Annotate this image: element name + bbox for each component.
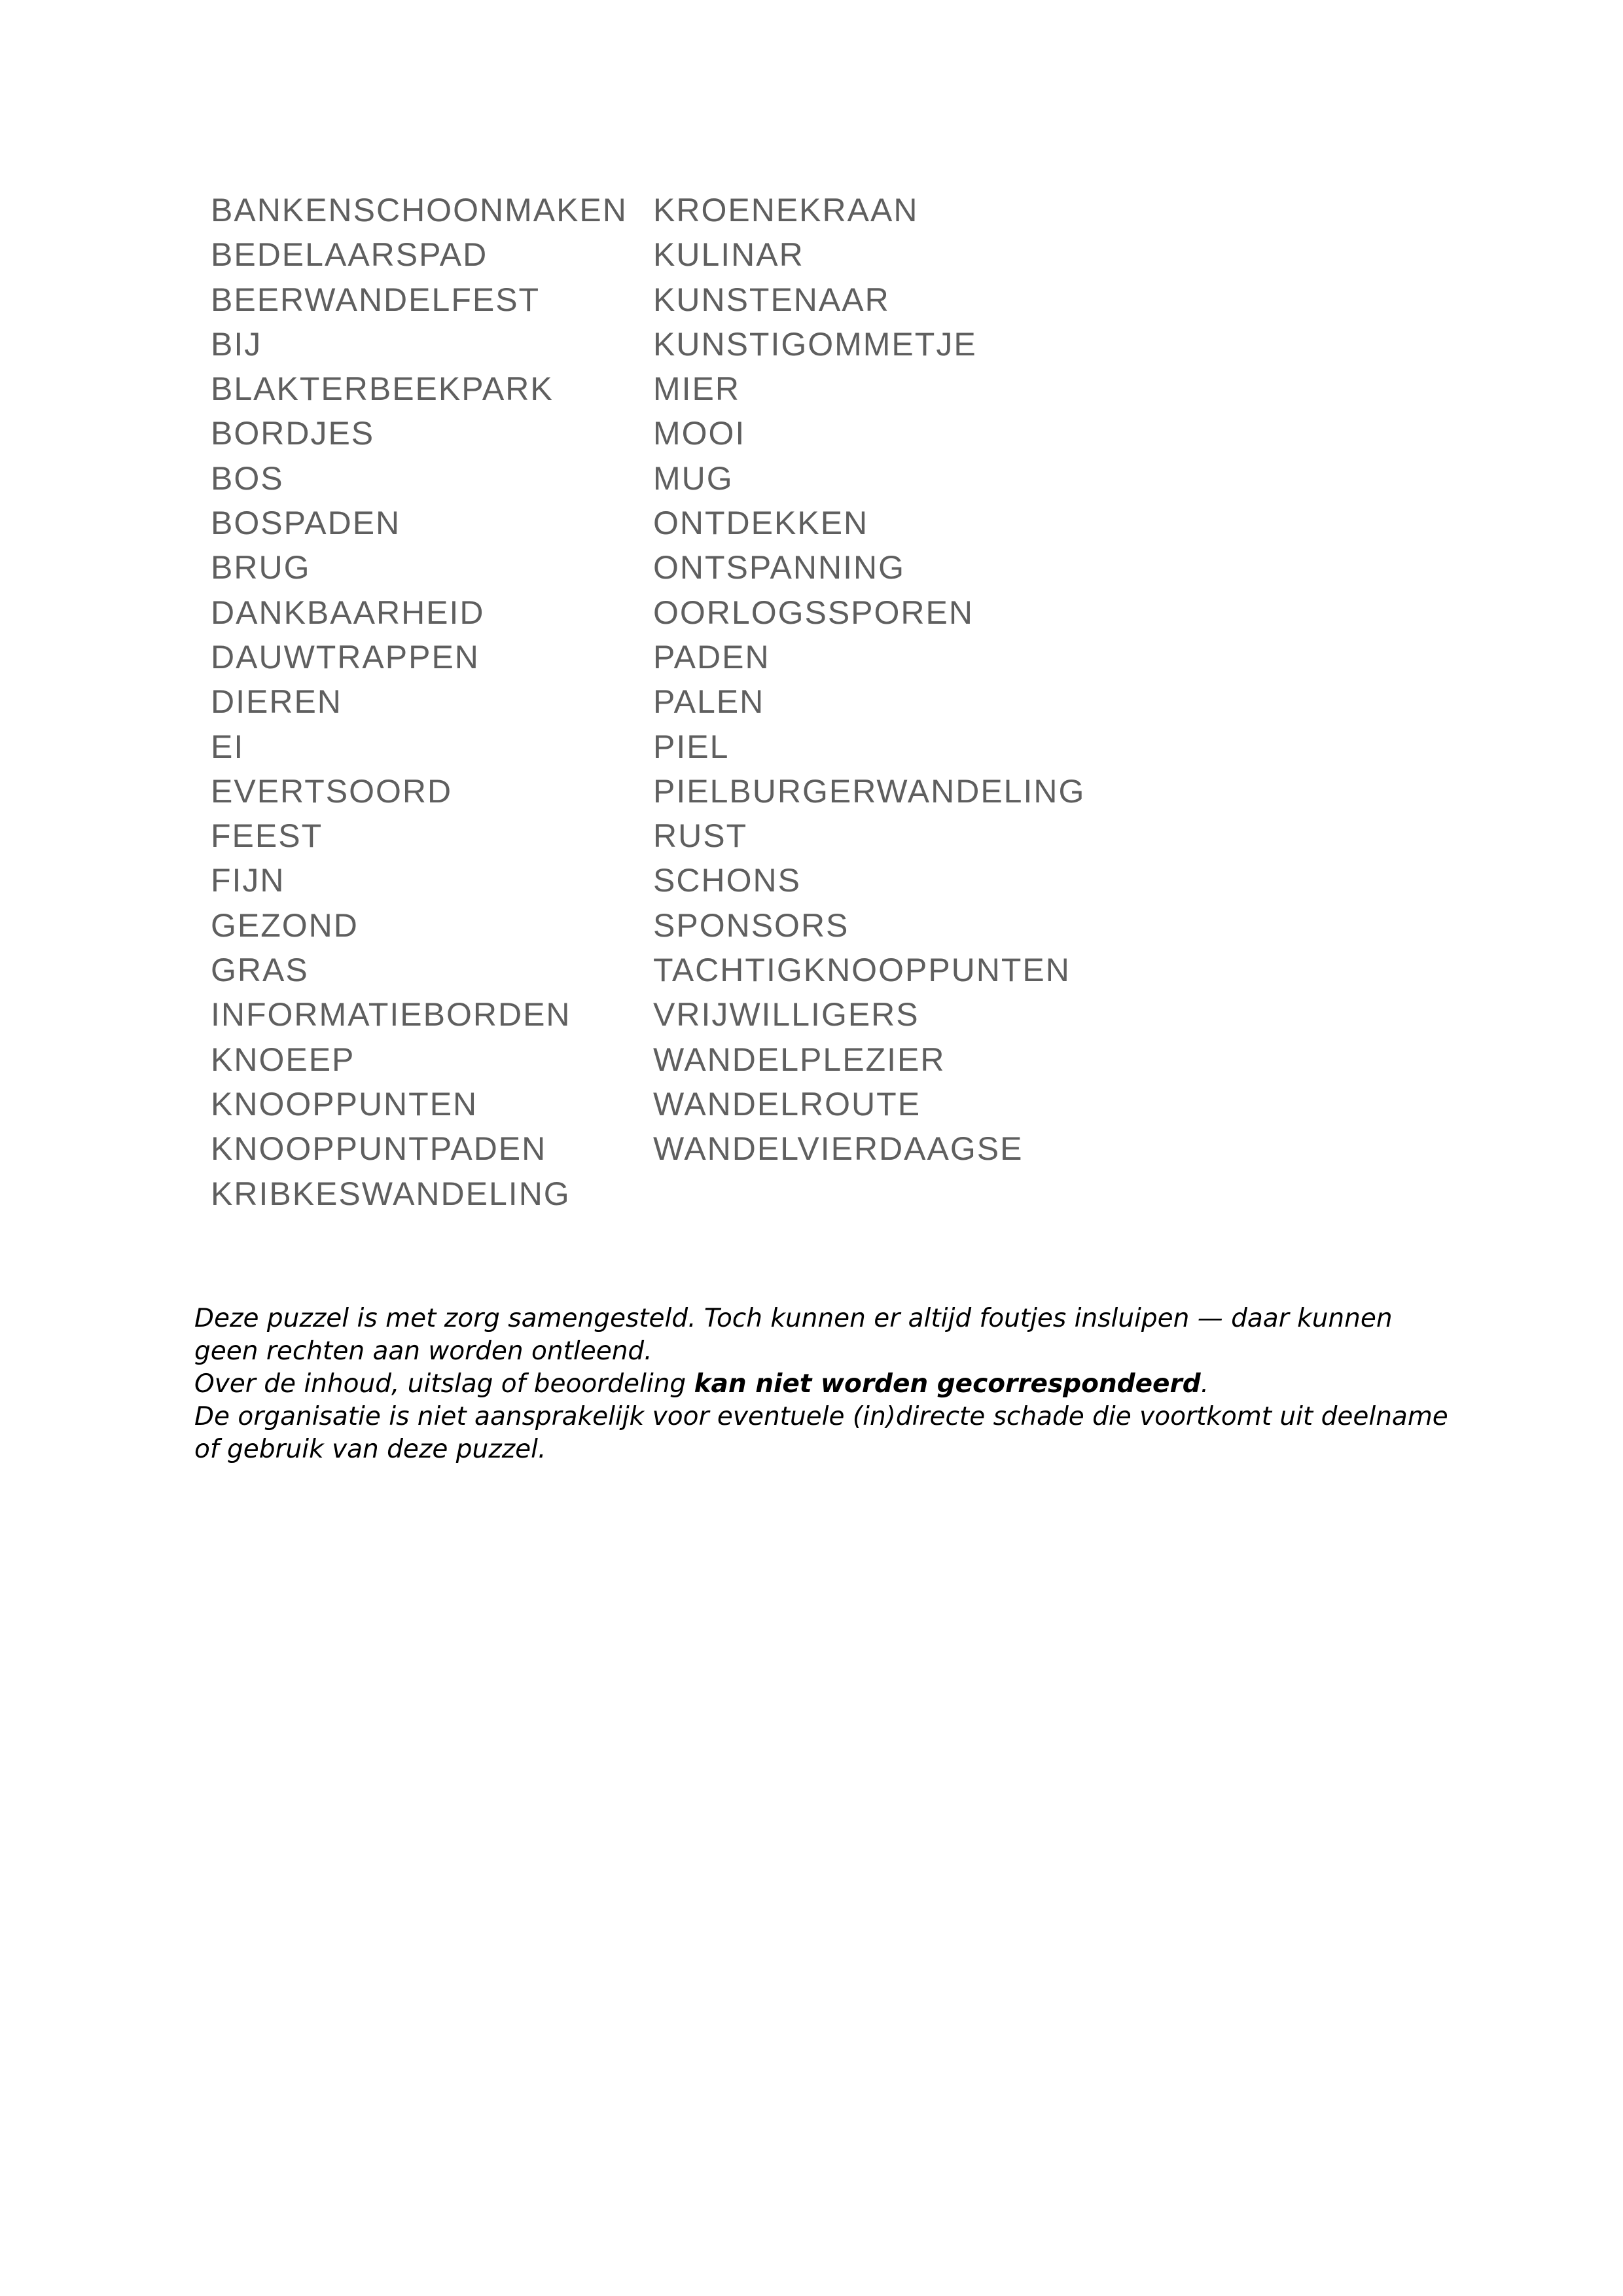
word-item: BRUG [211, 549, 311, 586]
word-item: INFORMATIEBORDEN [211, 996, 571, 1033]
disclaimer-line-1: Deze puzzel is met zorg samengesteld. Toch kunnen er altijd foutjes insluipen — daar kunnen geen rechten aan worden ontleend. [194, 1304, 1393, 1366]
word-item: KRIBKESWANDELING [211, 1175, 571, 1212]
word-item: BOSPADEN [211, 505, 401, 542]
word-item: FIJN [211, 862, 285, 899]
word-item: KUNSTENAAR [653, 281, 890, 318]
word-item: PIELBURGERWANDELING [653, 772, 1086, 810]
disclaimer [194, 1302, 1457, 1466]
word-item: ONTSPANNING [653, 549, 905, 586]
word-item: WANDELPLEZIER [653, 1041, 946, 1078]
word-item: BEDELAARSPAD [211, 236, 488, 274]
word-item: RUST [653, 817, 748, 855]
word-item: GRAS [211, 952, 309, 989]
word-item: MUG [653, 459, 734, 497]
word-column-right [653, 188, 1177, 1216]
word-item: DANKBAARHEID [211, 594, 485, 631]
word-item: MIER [653, 370, 740, 408]
word-item: BEERWANDELFEST [211, 281, 541, 318]
word-item: GEZOND [211, 906, 359, 944]
word-item: KULINAR [653, 236, 804, 274]
word-item: DAUWTRAPPEN [211, 638, 480, 675]
word-item: BIJ [211, 325, 262, 363]
word-item: PALEN [653, 683, 765, 721]
word-item: BLAKTERBEEKPARK [211, 370, 554, 408]
word-item: KNOEEP [211, 1041, 355, 1078]
word-item: ONTDEKKEN [653, 505, 869, 542]
word-item: KNOOPPUNTEN [211, 1085, 478, 1122]
word-item: FEEST [211, 817, 323, 855]
word-list [211, 188, 1177, 1216]
disclaimer-line-2 [194, 1368, 1457, 1401]
word-item: DIEREN [211, 683, 342, 721]
word-item: BANKENSCHOONMAKEN [211, 192, 628, 228]
word-item: KROENEKRAAN [653, 192, 919, 228]
word-item: BORDJES [211, 415, 375, 452]
word-item: PADEN [653, 638, 770, 675]
disclaimer-line-2-prefix: Over de inhoud, uitslag of beoordeling [194, 1369, 694, 1399]
word-item: VRIJWILLIGERS [653, 996, 919, 1033]
disclaimer-line-3: De organisatie is niet aansprakelijk voor eventuele (in)directe schade die voortkomt uit deelname of gebruik van deze puzzel. [194, 1402, 1448, 1464]
word-item: EVERTSOORD [211, 772, 453, 810]
word-item: KNOOPPUNTPADEN [211, 1130, 547, 1168]
disclaimer-line-2-suffix: . [1200, 1369, 1209, 1399]
word-item: WANDELVIERDAAGSE [653, 1130, 1024, 1168]
word-item: PIEL [653, 728, 730, 765]
word-item: EI [211, 728, 245, 765]
word-item: OORLOGSSPOREN [653, 594, 974, 631]
word-item: SPONSORS [653, 906, 849, 944]
disclaimer-no-correspondence: kan niet worden gecorrespondeerd [694, 1369, 1201, 1399]
word-item: KUNSTIGOMMETJE [653, 325, 977, 363]
word-column-left [211, 188, 653, 1216]
word-item: TACHTIGKNOOPPUNTEN [653, 952, 1071, 989]
word-item: SCHONS [653, 862, 801, 899]
word-item: WANDELROUTE [653, 1085, 921, 1122]
word-item: MOOI [653, 415, 746, 452]
word-item: BOS [211, 459, 284, 497]
